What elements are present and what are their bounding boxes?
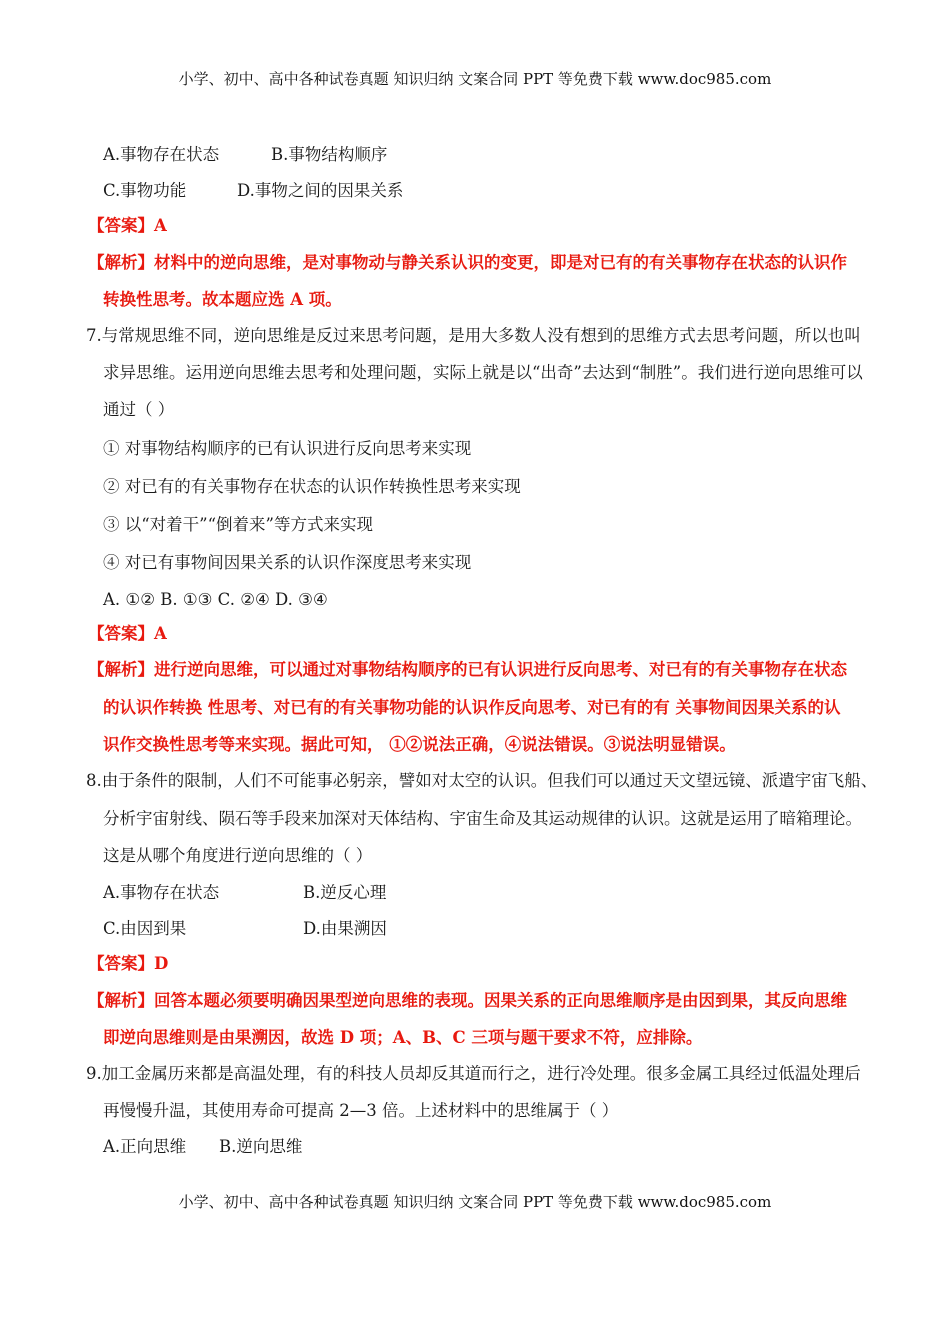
q6-analysis-line-1: 【解析】材料中的逆向思维，是对事物动与静关系认识的变更，即是对已有的有关事物存在状态的认识作 xyxy=(88,253,847,272)
page-footer: 小学、初中、高中各种试卷真题 知识归纳 文案合同 PPT 等免费下载 www.doc985.com xyxy=(178,1193,772,1211)
q7-stem-line-1: 7.与常规思维不同，逆向思维是反过来思考问题，是用大多数人没有想到的思维方式去思考问题，所以也叫 xyxy=(86,326,861,345)
q6-option-d: D.事物之间的因果关系 xyxy=(237,181,404,200)
q7-item-4: ④ 对已有事物间因果关系的认识作深度思考来实现 xyxy=(103,553,472,572)
q9-option-b: B.逆向思维 xyxy=(219,1137,303,1156)
q9-stem-line-2: 再慢慢升温，其使用寿命可提高 2—3 倍。上述材料中的思维属于（ ） xyxy=(103,1101,619,1120)
q7-options: A. ①② B. ①③ C. ②④ D. ③④ xyxy=(103,590,328,609)
q7-stem-line-2: 求异思维。运用逆向思维去思考和处理问题，实际上就是以“出奇”去达到“制胜”。我们进行逆向思维可以 xyxy=(103,363,863,382)
q9-option-a: A.正向思维 xyxy=(103,1137,187,1156)
q8-answer: 【答案】D xyxy=(88,954,169,973)
q7-answer: 【答案】A xyxy=(88,624,167,643)
q6-option-a: A.事物存在状态 xyxy=(103,145,220,164)
q6-option-b: B.事物结构顺序 xyxy=(271,145,388,164)
q8-option-a: A.事物存在状态 xyxy=(103,883,220,902)
q7-analysis-line-1: 【解析】进行逆向思维，可以通过对事物结构顺序的已有认识进行反向思考、对已有的有关事物存在状态 xyxy=(88,660,847,679)
q9-stem-line-1: 9.加工金属历来都是高温处理，有的科技人员却反其道而行之，进行冷处理。很多金属工具经过低温处理后 xyxy=(86,1064,861,1083)
page-header: 小学、初中、高中各种试卷真题 知识归纳 文案合同 PPT 等免费下载 www.doc985.com xyxy=(178,70,772,88)
q8-option-c: C.由因到果 xyxy=(103,919,187,938)
q6-analysis-line-2: 转换性思考。故本题应选 A 项。 xyxy=(103,290,342,309)
q6-option-c: C.事物功能 xyxy=(103,181,187,200)
q7-item-2: ② 对已有的有关事物存在状态的认识作转换性思考来实现 xyxy=(103,477,521,496)
q8-option-b: B.逆反心理 xyxy=(303,883,387,902)
q7-analysis-line-2: 的认识作转换 性思考、对已有的有关事物功能的认识作反向思考、对已有的有 关事物间因果关系的认 xyxy=(103,698,841,717)
q7-item-1: ① 对事物结构顺序的已有认识进行反向思考来实现 xyxy=(103,439,472,458)
q8-option-d: D.由果溯因 xyxy=(303,919,387,938)
q8-stem-line-1: 8.由于条件的限制，人们不可能事必躬亲，譬如对太空的认识。但我们可以通过天文望远镜、派遣宇宙飞船、 xyxy=(86,771,878,790)
q6-answer: 【答案】A xyxy=(88,216,167,235)
q8-stem-line-3: 这是从哪个角度进行逆向思维的（ ） xyxy=(103,846,373,865)
q7-stem-line-3: 通过（ ） xyxy=(103,400,175,419)
q7-analysis-line-3: 识作交换性思考等来实现。据此可知， ①②说法正确，④说法错误。③说法明显错误。 xyxy=(103,735,736,754)
q8-analysis-line-1: 【解析】回答本题必须要明确因果型逆向思维的表现。因果关系的正向思维顺序是由因到果，其反向思维 xyxy=(88,991,847,1010)
q8-analysis-line-2: 即逆向思维则是由果溯因，故选 D 项；A、B、C 三项与题干要求不符，应排除。 xyxy=(103,1028,703,1047)
q7-item-3: ③ 以“对着干”“倒着来”等方式来实现 xyxy=(103,515,373,534)
q8-stem-line-2: 分析宇宙射线、陨石等手段来加深对天体结构、宇宙生命及其运动规律的认识。这就是运用了暗箱理论。 xyxy=(103,809,862,828)
